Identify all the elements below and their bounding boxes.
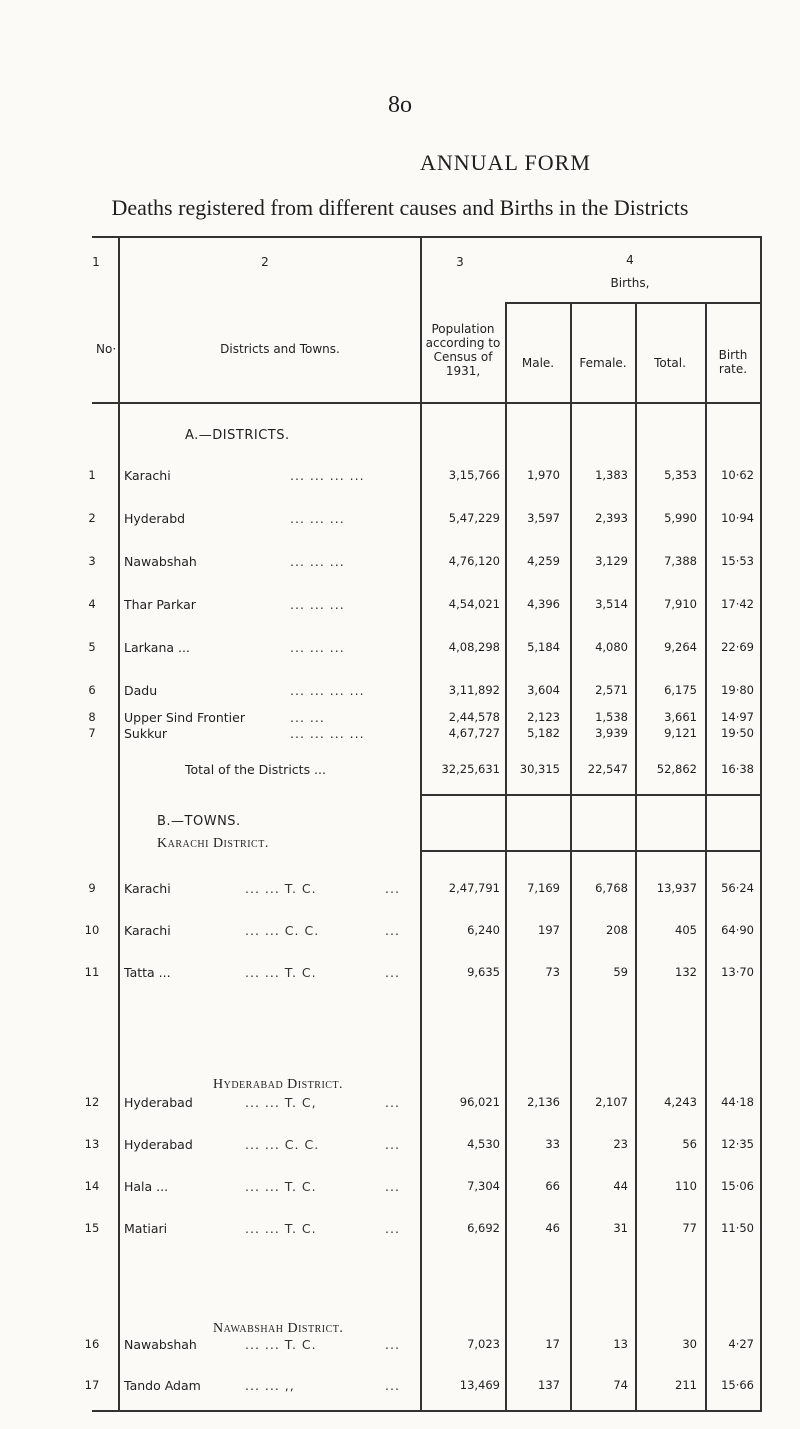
row-dots: ... ... ... ...: [290, 468, 365, 483]
row-total: 132: [675, 965, 697, 979]
row-total: 4,243: [664, 1095, 697, 1109]
row-name: Nawabshah: [124, 1337, 197, 1352]
row-rate: 17·42: [721, 597, 754, 611]
row-male: 1,970: [527, 468, 560, 482]
row-population: 5,47,229: [448, 511, 500, 525]
page-number: 8o: [388, 92, 412, 118]
row-suffix: ... ... T. C.: [245, 1337, 317, 1352]
row-dots: ... ... ... ...: [290, 726, 365, 741]
row-rate: 14·97: [721, 710, 754, 724]
row-female: 3,939: [595, 726, 628, 740]
row-number: 7: [88, 726, 96, 740]
districts-section-title: A.—DISTRICTS.: [185, 428, 290, 443]
row-rate: 22·69: [721, 640, 754, 654]
row-female: 1,538: [595, 710, 628, 724]
row-number: 5: [88, 640, 96, 654]
form-title: ANNUAL FORM: [420, 150, 591, 175]
row-female: 74: [613, 1378, 628, 1392]
row-suffix: ... ... T. C.: [245, 965, 317, 980]
row-suffix: ... ... T. C,: [245, 1095, 317, 1110]
row-female: 6,768: [595, 881, 628, 895]
row-suffix: ... ... C. C.: [245, 923, 320, 938]
row-population: 3,15,766: [448, 468, 500, 482]
row-dots: ... ... ...: [290, 640, 345, 655]
no-header: No·: [96, 342, 117, 356]
row-population: 6,692: [467, 1221, 500, 1235]
row-number: 11: [84, 965, 100, 979]
row-female: 13: [613, 1337, 628, 1351]
row-female: 3,129: [595, 554, 628, 568]
row-name: Hala ...: [124, 1179, 169, 1194]
row-rate: 19·80: [721, 683, 754, 697]
row-name: Karachi: [124, 468, 171, 483]
row-male: 66: [545, 1179, 560, 1193]
row-name: Hyderabad: [124, 1137, 193, 1152]
row-rate: 15·53: [721, 554, 754, 568]
row-population: 13,469: [459, 1378, 500, 1392]
female-header: Female.: [579, 356, 627, 370]
row-number: 3: [88, 554, 96, 568]
row-name: Tatta ...: [124, 965, 171, 980]
districts-total-rate: 16·38: [721, 762, 754, 776]
row-dots: ... ... ...: [290, 554, 345, 569]
row-total: 5,353: [664, 468, 697, 482]
row-population: 4,67,727: [448, 726, 500, 740]
row-rate: 64·90: [721, 923, 754, 937]
row-male: 7,169: [527, 881, 560, 895]
row-male: 33: [545, 1137, 560, 1151]
row-male: 137: [538, 1378, 560, 1392]
row-total: 211: [675, 1378, 697, 1392]
row-number: 1: [88, 468, 96, 482]
birth-rate-header: Birth rate.: [718, 348, 748, 376]
hyderabad-district-heading: Hyderabad District.: [213, 1077, 344, 1092]
row-total: 9,121: [664, 726, 697, 740]
row-female: 208: [606, 923, 628, 937]
row-total: 405: [675, 923, 697, 937]
row-male: 197: [538, 923, 560, 937]
row-male: 3,597: [527, 511, 560, 525]
document-subtitle: Deaths registered from different causes and Births in the Districts: [111, 195, 689, 220]
row-male: 4,259: [527, 554, 560, 568]
districts-towns-header: Districts and Towns.: [220, 342, 340, 356]
row-tail-dots: ...: [385, 1137, 400, 1152]
row-female: 3,514: [595, 597, 628, 611]
row-number: 17: [84, 1378, 100, 1392]
row-female: 1,383: [595, 468, 628, 482]
row-number: 14: [84, 1179, 100, 1193]
row-rate: 11·50: [721, 1221, 754, 1235]
row-total: 77: [682, 1221, 697, 1235]
row-male: 2,136: [527, 1095, 560, 1109]
row-male: 4,396: [527, 597, 560, 611]
row-suffix: ... ... T. C.: [245, 1221, 317, 1236]
row-population: 4,08,298: [448, 640, 500, 654]
row-rate: 13·70: [721, 965, 754, 979]
row-suffix: ... ... C. C.: [245, 1137, 320, 1152]
row-male: 3,604: [527, 683, 560, 697]
row-suffix: ... ... T. C.: [245, 1179, 317, 1194]
row-tail-dots: ...: [385, 965, 400, 980]
row-tail-dots: ...: [385, 1337, 400, 1352]
districts-total-label: Total of the Districts ...: [185, 762, 326, 777]
row-dots: ... ... ...: [290, 511, 345, 526]
row-total: 3,661: [664, 710, 697, 724]
row-suffix: ... ... T. C.: [245, 881, 317, 896]
row-population: 6,240: [467, 923, 500, 937]
row-rate: 12·35: [721, 1137, 754, 1151]
row-number: 8: [88, 710, 96, 724]
row-total: 30: [682, 1337, 697, 1351]
row-population: 4,76,120: [448, 554, 500, 568]
row-rate: 19·50: [721, 726, 754, 740]
nawabshah-district-heading: Nawabshah District.: [213, 1321, 344, 1336]
row-total: 6,175: [664, 683, 697, 697]
row-female: 4,080: [595, 640, 628, 654]
row-name: Matiari: [124, 1221, 168, 1236]
row-number: 15: [84, 1221, 100, 1235]
row-number: 12: [84, 1095, 100, 1109]
population-header: Population according to Census of 1931,: [425, 322, 501, 378]
row-female: 2,393: [595, 511, 628, 525]
row-name: Thar Parkar: [124, 597, 196, 612]
row-female: 31: [613, 1221, 628, 1235]
row-rate: 10·94: [721, 511, 754, 525]
row-number: 4: [88, 597, 96, 611]
row-name: Hyderabd: [124, 511, 186, 526]
row-population: 7,304: [467, 1179, 500, 1193]
row-population: 96,021: [459, 1095, 500, 1109]
row-number: 9: [88, 881, 96, 895]
row-female: 23: [613, 1137, 628, 1151]
row-female: 44: [613, 1179, 628, 1193]
row-male: 2,123: [527, 710, 560, 724]
row-name: Dadu: [124, 683, 158, 698]
row-population: 2,44,578: [448, 710, 500, 724]
row-population: 7,023: [467, 1337, 500, 1351]
row-female: 2,107: [595, 1095, 628, 1109]
col-number-4: 4: [626, 253, 634, 267]
col-number-1: 1: [92, 255, 100, 269]
row-population: 4,54,021: [448, 597, 500, 611]
total-header: Total.: [654, 356, 686, 370]
row-name: Larkana ...: [124, 640, 190, 655]
row-name: Tando Adam: [124, 1378, 201, 1393]
row-tail-dots: ...: [385, 923, 400, 938]
row-total: 9,264: [664, 640, 697, 654]
col-number-2: 2: [261, 255, 269, 269]
row-tail-dots: ...: [385, 1221, 400, 1236]
row-male: 5,182: [527, 726, 560, 740]
districts-total-female: 22,547: [587, 762, 628, 776]
karachi-district-heading: Karachi District.: [157, 836, 269, 851]
row-name: Karachi: [124, 923, 171, 938]
row-tail-dots: ...: [385, 1095, 400, 1110]
male-header: Male.: [521, 356, 555, 370]
row-tail-dots: ...: [385, 1179, 400, 1194]
row-male: 5,184: [527, 640, 560, 654]
districts-total-total: 52,862: [656, 762, 697, 776]
row-population: 4,530: [467, 1137, 500, 1151]
row-rate: 4·27: [728, 1337, 754, 1351]
row-name: Karachi: [124, 881, 171, 896]
row-dots: ... ... ...: [290, 597, 345, 612]
row-number: 13: [84, 1137, 100, 1151]
row-total: 56: [682, 1137, 697, 1151]
row-population: 2,47,791: [448, 881, 500, 895]
row-female: 59: [613, 965, 628, 979]
row-name: Sukkur: [124, 726, 168, 741]
row-rate: 56·24: [721, 881, 754, 895]
row-number: 2: [88, 511, 96, 525]
births-header: Births,: [610, 276, 650, 290]
row-male: 46: [545, 1221, 560, 1235]
row-name: Upper Sind Frontier: [124, 710, 245, 725]
row-female: 2,571: [595, 683, 628, 697]
row-total: 5,990: [664, 511, 697, 525]
col-number-3: 3: [456, 255, 464, 269]
row-dots: ... ... ... ...: [290, 683, 365, 698]
row-name: Hyderabad: [124, 1095, 193, 1110]
row-rate: 44·18: [721, 1095, 754, 1109]
row-rate: 15·06: [721, 1179, 754, 1193]
row-number: 6: [88, 683, 96, 697]
districts-total-male: 30,315: [519, 762, 560, 776]
row-total: 7,388: [664, 554, 697, 568]
row-dots: ... ...: [290, 710, 325, 725]
row-number: 10: [84, 923, 100, 937]
row-male: 73: [545, 965, 560, 979]
row-population: 9,635: [467, 965, 500, 979]
row-number: 16: [84, 1337, 100, 1351]
districts-total-population: 32,25,631: [441, 762, 500, 776]
row-population: 3,11,892: [448, 683, 500, 697]
row-male: 17: [545, 1337, 560, 1351]
row-total: 13,937: [656, 881, 697, 895]
row-rate: 15·66: [721, 1378, 754, 1392]
towns-section-title: B.—TOWNS.: [157, 814, 241, 829]
row-suffix: ... ... ,,: [245, 1378, 295, 1393]
row-rate: 10·62: [721, 468, 754, 482]
row-total: 110: [675, 1179, 697, 1193]
row-tail-dots: ...: [385, 1378, 400, 1393]
row-total: 7,910: [664, 597, 697, 611]
row-name: Nawabshah: [124, 554, 197, 569]
row-tail-dots: ...: [385, 881, 400, 896]
